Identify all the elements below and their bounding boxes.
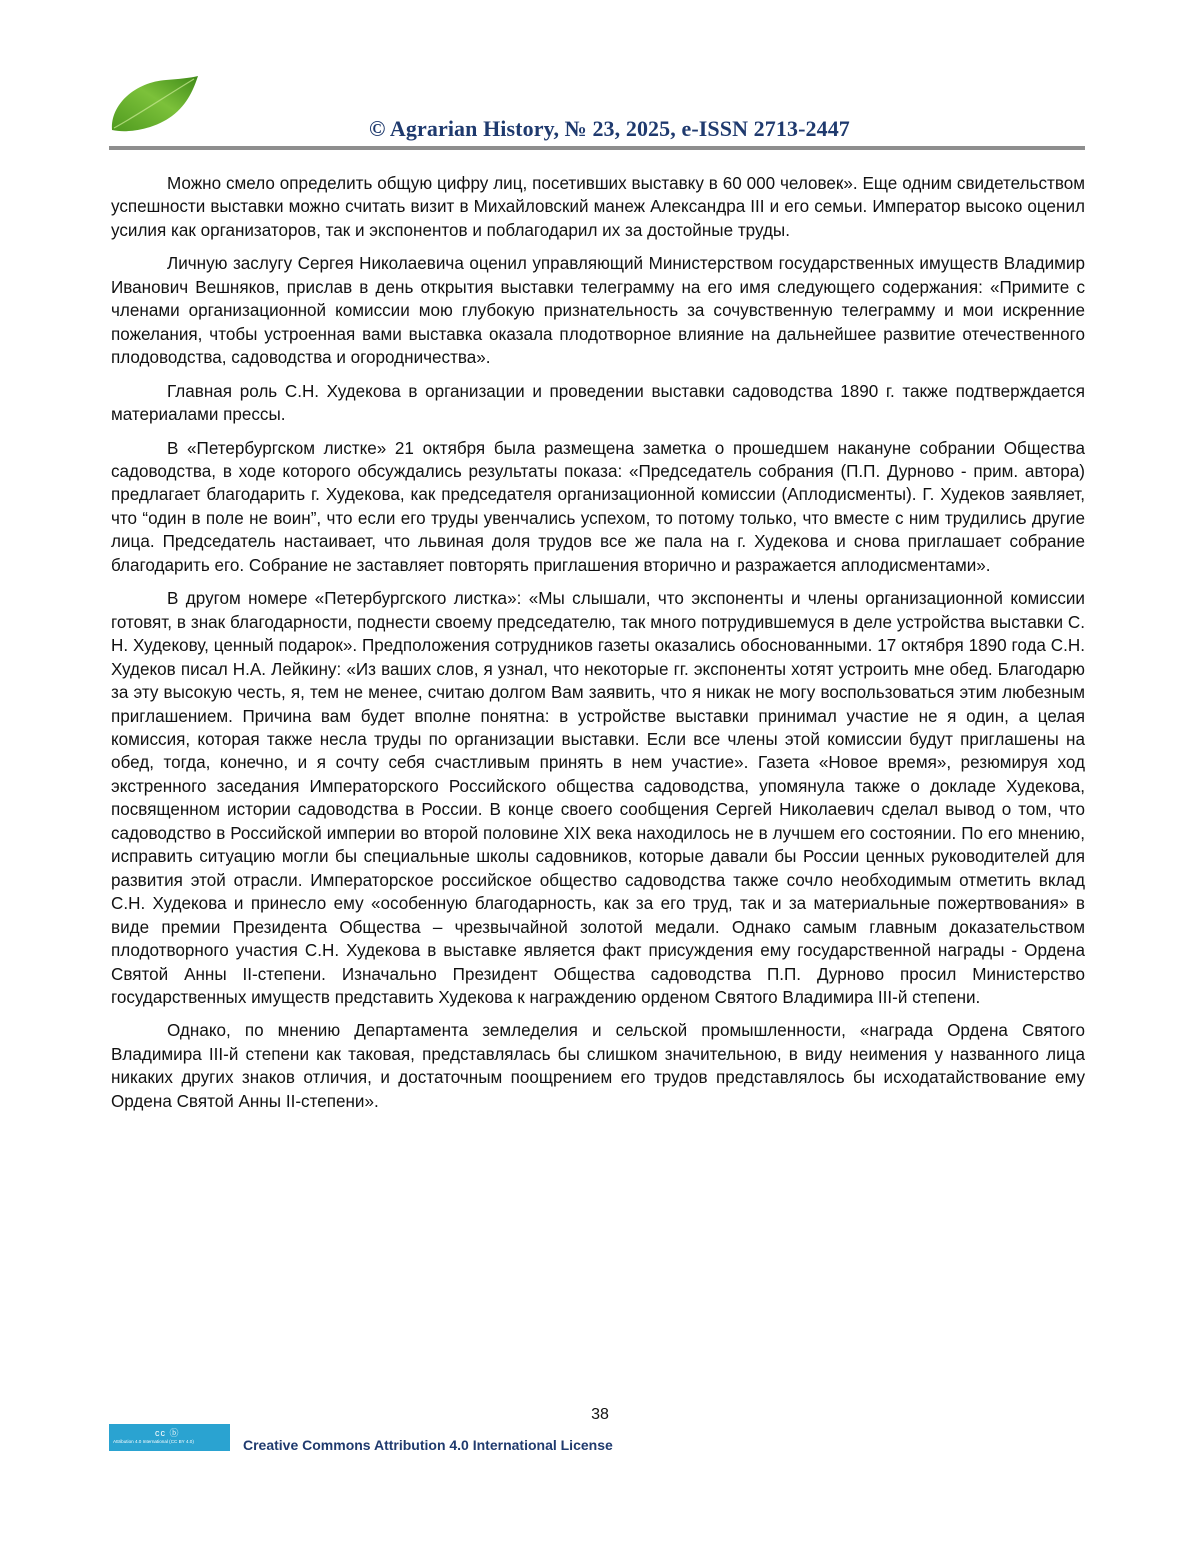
journal-header-title: © Agrarian History, № 23, 2025, e-ISSN 2713-2447 — [369, 116, 850, 141]
cc-by-icon: cc ⓑ — [155, 1428, 180, 1438]
page-number: 38 — [591, 1406, 609, 1423]
paragraph: Однако, по мнению Департамента земледелия и сельской промышленности, «награда Ордена Святого Владимира III-й степени как таковая, представлялась бы слишком значительною, в виду неимения у названного лица никаких других знаков отличия, и достаточным поощрением его трудов представлялось бы исходатайствование ему Ордена Святой Анны II-степени». — [111, 1021, 1085, 1111]
green-leaf-icon — [106, 74, 202, 134]
paragraph: В другом номере «Петербургского листка»: «Мы слышали, что экспоненты и члены организационной комиссии готовят, в знак благодарности, поднести своему председателю, так много потрудившемуся в деле устройства выставки С. Н. Худекову, ценный подарок». Предположения сотрудников газеты оказались обоснованными. 17 октября 1890 года С.Н. Худеков писал Н.А. Лейкину: «Из ваших слов, я узнал, что некоторые гг. экспоненты хотят устроить мне обед. Благодарю за эту высокую честь, я, тем не менее, считаю долгом Вам заявить, что я никак не могу воспользоваться этим любезным приглашением. Причина вам будет вполне понятна: в устройстве выставки принимал участие не я один, а целая комиссия, которая также несла труды по организации выставки. Если все члены этой комиссии будут приглашены на обед, тогда, конечно, и я сочту себя счастливым принять в нем участие». Газета «Новое время», резюмируя ход экстренного заседания Императорского Российского общества садоводства, упомянула также о докладе Худекова, посвященном истории садоводства в России. В конце своего сообщения Сергей Николаевич сделал вывод о том, что садоводство в Российской империи во второй половине XIX века находилось не в лучшем его состоянии. По его мнению, исправить ситуацию могли бы специальные школы садовников, которые давали бы России ценных руководителей для развития этой отрасли. Императорское российское общество садоводства также сочло необходимым отметить вклад С.Н. Худекова и принесло ему «особенную благодарность, как за его труд, так и за материальные пожертвования» в виде премии Президента Общества – чрезвычайной золотой медали. Однако самым главным доказательством плодотворного участия С.Н. Худекова в выставке является факт присуждения ему государственной награды - Ордена Святой Анны II-степени. Изначально Президент Общества садоводства П.П. Дурново просил Министерство государственных имуществ представить Худекова к награждению орденом Святого Владимира III-й степени. — [111, 589, 1085, 1007]
article-body — [111, 172, 1085, 1123]
license-link[interactable]: Creative Commons Attribution 4.0 International License — [243, 1437, 613, 1453]
paragraph: Главная роль С.Н. Худекова в организации и проведении выставки садоводства 1890 г. также подтверждается материалами прессы. — [111, 381, 1085, 425]
cc-badge-text: Attribution 4.0 International (CC BY 4.0) — [113, 1439, 194, 1444]
cc-license-badge[interactable] — [109, 1424, 230, 1451]
paragraph: Можно смело определить общую цифру лиц, посетивших выставку в 60 000 человек». Еще одним свидетельством успешности выставки можно считать визит в Михайловский манеж Александра III и его семьи. Император высоко оценил усилия как организаторов, так и экспонентов и поблагодарил их за достойные труды. — [111, 174, 1085, 240]
paragraph: Личную заслугу Сергея Николаевича оценил управляющий Министерством государственных имуществ Владимир Иванович Вешняков, прислав в день открытия выставки телеграмму на его имя следующего содержания: «Примите с членами организационной комиссии мою глубокую признательность за сочувственную телеграмму и мои искренние пожелания, чтобы устроенная вами выставка оказала плодотворное влияние на дальнейшее развитие отечественного плодоводства, садоводства и огородничества». — [111, 254, 1085, 368]
header-divider — [109, 146, 1085, 150]
paragraph: В «Петербургском листке» 21 октября была размещена заметка о прошедшем накануне собрании Общества садоводства, в ходе которого обсуждались результаты показа: «Председатель собрания (П.П. Дурново - прим. автора) предлагает благодарить г. Худекова, как председателя организационной комиссии (Аплодисменты). Г. Худеков заявляет, что “один в поле не воин”, что если его труды увенчались успехом, то потому только, что вместе с ним трудились другие лица. Председатель настаивает, что львиная доля трудов все же пала на г. Худекова и снова приглашает собрание благодарить его. Собрание не заставляет повторять приглашения вторично и разражается аплодисментами». — [111, 438, 1085, 575]
